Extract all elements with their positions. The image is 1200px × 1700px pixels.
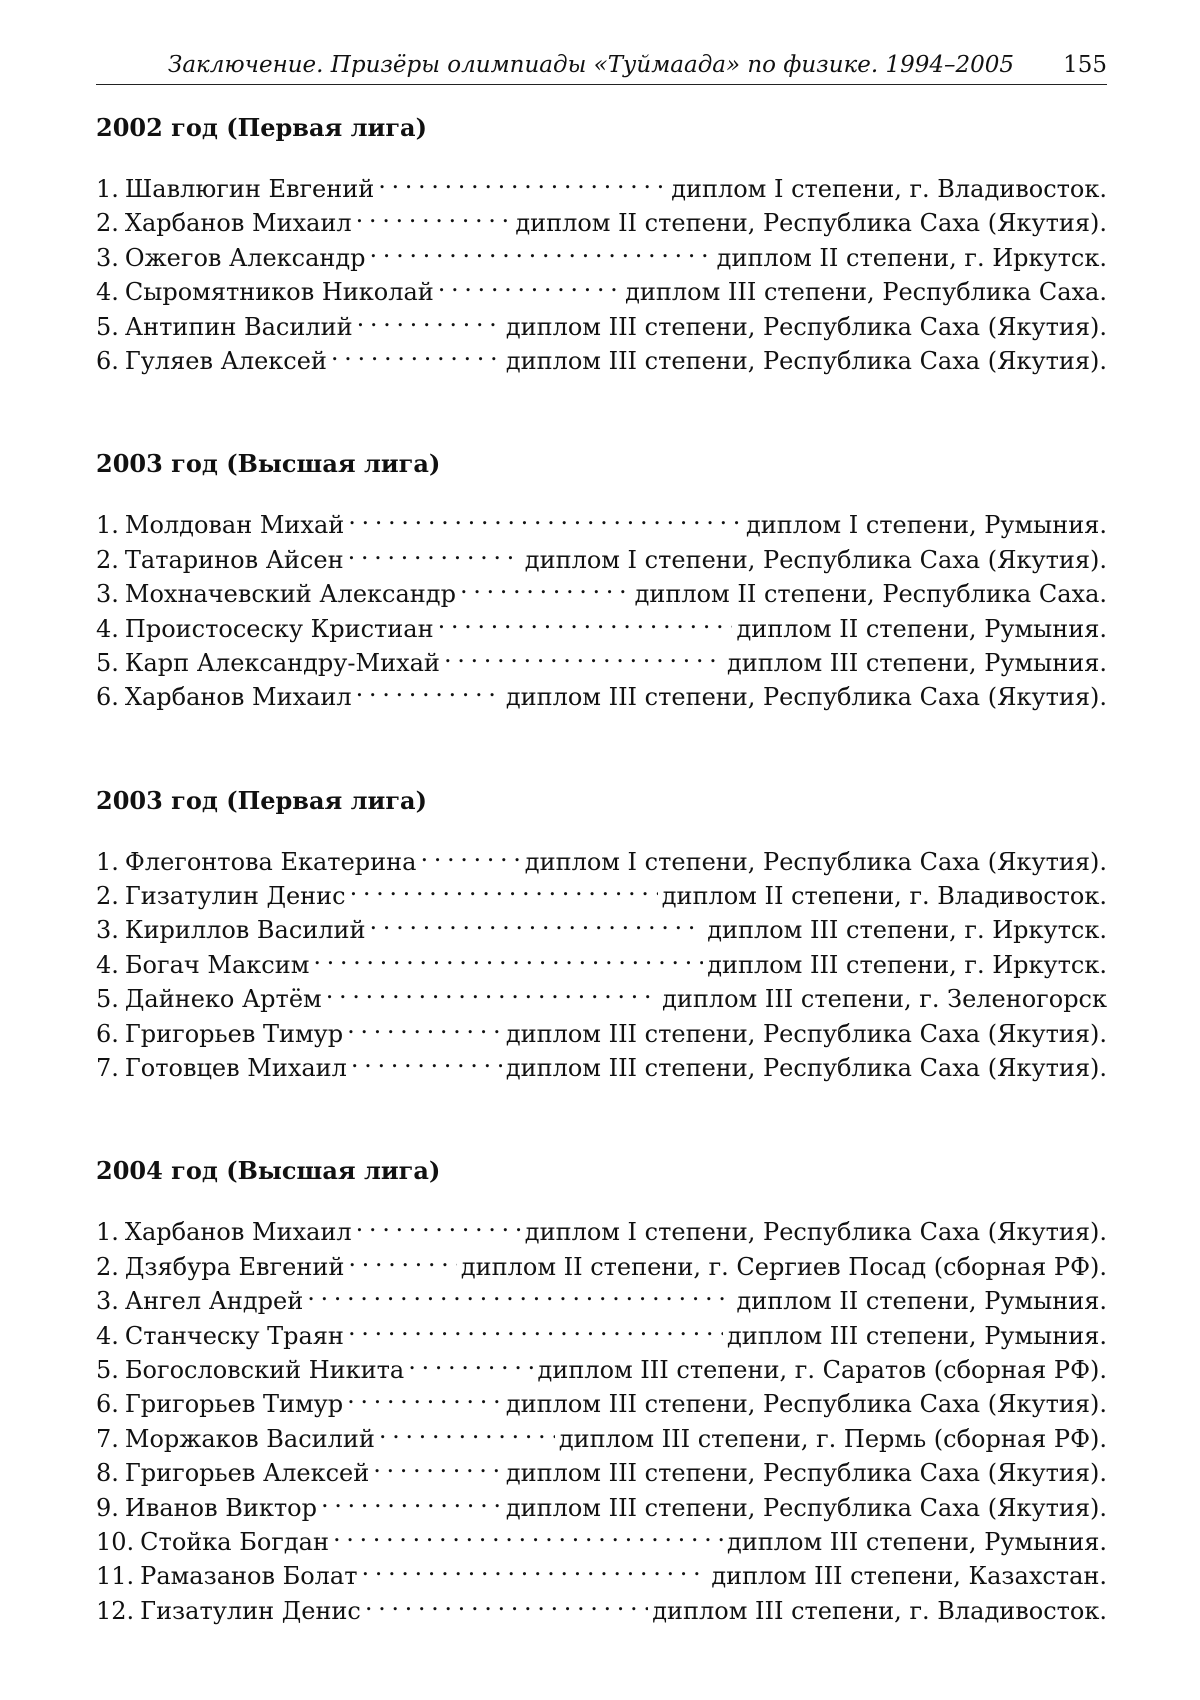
- dot-leader: [356, 671, 502, 705]
- entry-award: диплом III степени, Республика Саха (Якутия).: [505, 1390, 1107, 1419]
- entry-award: диплом III степени, г. Владивосток.: [652, 1596, 1107, 1625]
- entries-list: [96, 163, 1107, 375]
- dot-leader: [348, 499, 742, 533]
- dot-leader: [350, 870, 658, 904]
- entry-name: Богач Максим: [124, 950, 310, 979]
- entry-award: диплом II степени, Республика Саха.: [634, 580, 1107, 609]
- entry-number: 2.: [96, 209, 119, 238]
- entry-name: Молдован Михай: [124, 511, 345, 540]
- dot-leader: [362, 1550, 708, 1584]
- entry-name: Рамазанов Болат: [140, 1562, 358, 1591]
- entry-name: Гуляев Алексей: [124, 346, 327, 375]
- entry-number: 1.: [96, 847, 119, 876]
- entry-number: 2.: [96, 882, 119, 911]
- entry-award: диплом I степени, г. Владивосток.: [671, 175, 1107, 203]
- entry-number: 1.: [96, 1218, 119, 1247]
- entry-award: диплом II степени, г. Владивосток.: [661, 882, 1107, 911]
- entry-name: Гизатулин Денис: [124, 882, 346, 911]
- entry-number: 5.: [96, 985, 119, 1014]
- list-item: [96, 499, 1107, 540]
- dot-leader: [331, 335, 502, 369]
- entry-award: диплом III степени, Республика Саха.: [625, 278, 1107, 307]
- entry-name: Гизатулин Денис: [140, 1596, 361, 1625]
- entry-number: 7.: [96, 1054, 119, 1083]
- entry-name: Дзябура Евгений: [124, 1252, 345, 1281]
- entry-name: Кириллов Василий: [124, 916, 366, 945]
- entry-number: 9.: [96, 1493, 119, 1522]
- entry-name: Богословский Никита: [124, 1355, 405, 1384]
- dot-leader: [408, 1344, 533, 1378]
- prize-winners-sections: [96, 85, 1107, 1625]
- entry-number: 3.: [96, 243, 119, 272]
- dot-leader: [438, 266, 621, 300]
- entry-number: 8.: [96, 1459, 119, 1488]
- dot-leader: [438, 603, 733, 637]
- entry-award: диплом III степени, Румыния.: [726, 1527, 1107, 1556]
- entry-name: Сыромятников Николай: [124, 278, 434, 307]
- entry-name: Станческу Траян: [124, 1321, 344, 1350]
- dot-leader: [378, 163, 667, 197]
- entry-name: Иванов Виктор: [124, 1493, 317, 1522]
- entry-name: Харбанов Михаил: [124, 1218, 352, 1247]
- entry-number: 2.: [96, 545, 119, 574]
- entry-number: 5.: [96, 1355, 119, 1384]
- entry-number: 5.: [96, 312, 119, 341]
- results-section: [96, 758, 1107, 1083]
- entry-name: Мохначевский Александр: [124, 580, 456, 609]
- entry-award: диплом III степени, Румыния.: [726, 648, 1107, 677]
- entry-award: диплом I степени, Республика Саха (Якутия).: [524, 847, 1107, 876]
- entry-award: диплом II степени, г. Иркутск.: [716, 243, 1107, 272]
- entry-award: диплом III степени, г. Пермь (сборная РФ).: [558, 1424, 1107, 1453]
- dot-leader: [348, 1310, 723, 1344]
- entries-list: [96, 836, 1107, 1083]
- section-title: 2003 год (Высшая лига): [96, 449, 441, 479]
- entry-name: Ангел Андрей: [124, 1287, 304, 1316]
- dot-leader: [321, 1482, 502, 1516]
- entry-name: Шавлюгин Евгений: [124, 175, 375, 203]
- entry-award: диплом III степени, Республика Саха (Якутия).: [505, 1459, 1107, 1488]
- entry-name: Флегонтова Екатерина: [124, 847, 417, 876]
- dot-leader: [326, 973, 658, 1007]
- dot-leader: [444, 637, 723, 671]
- dot-leader: [356, 197, 512, 231]
- entry-number: 4.: [96, 614, 119, 643]
- entry-award: диплом III степени, Казахстан.: [711, 1562, 1107, 1591]
- entry-award: диплом III степени, г. Саратов (сборная РФ).: [537, 1355, 1107, 1384]
- entry-award: диплом II степени, Румыния.: [736, 1287, 1107, 1316]
- entry-name: Ожегов Александр: [124, 243, 366, 272]
- entry-name: Дайнеко Артём: [124, 985, 322, 1014]
- entry-award: диплом II степени, Румыния.: [736, 614, 1107, 643]
- section-title: 2004 год (Высшая лига): [96, 1156, 441, 1186]
- entry-number: 1.: [96, 511, 119, 540]
- entry-award: диплом III степени, Республика Саха (Якутия).: [505, 346, 1107, 375]
- entry-name: Татаринов Айсен: [124, 545, 344, 574]
- entry-award: диплом III степени, г. Зеленогорск: [662, 985, 1107, 1014]
- entry-award: диплом III степени, Республика Саха (Якутия).: [505, 1493, 1107, 1522]
- dot-leader: [379, 1413, 555, 1447]
- entry-award: диплом III степени, г. Иркутск.: [707, 916, 1107, 945]
- dot-leader: [313, 939, 703, 973]
- entry-name: Карп Александру-Михай: [124, 648, 440, 677]
- dot-leader: [373, 1447, 502, 1481]
- results-section: [96, 421, 1107, 712]
- results-section: [96, 1128, 1107, 1625]
- entry-name: Антипин Василий: [124, 312, 353, 341]
- entry-name: Григорьев Тимур: [124, 1390, 344, 1419]
- entry-number: 10.: [96, 1527, 135, 1556]
- entries-list: [96, 1206, 1107, 1625]
- entry-name: Готовцев Михаил: [124, 1054, 347, 1083]
- entry-number: 2.: [96, 1252, 119, 1281]
- list-item: [96, 163, 1107, 203]
- entry-name: Харбанов Михаил: [124, 683, 352, 712]
- document-page: [96, 52, 1107, 1625]
- entry-award: диплом I степени, Республика Саха (Якутия).: [524, 1218, 1107, 1247]
- entry-number: 4.: [96, 278, 119, 307]
- entry-number: 6.: [96, 1390, 119, 1419]
- dot-leader: [357, 301, 502, 335]
- dot-leader: [370, 232, 713, 266]
- dot-leader: [356, 1206, 521, 1240]
- results-section: [96, 85, 1107, 375]
- dot-leader: [348, 1241, 457, 1275]
- list-item: [96, 1206, 1107, 1247]
- entries-list: [96, 499, 1107, 712]
- dot-leader: [370, 904, 704, 938]
- entry-award: диплом III степени, Румыния.: [726, 1321, 1107, 1350]
- list-item: [96, 836, 1107, 876]
- entry-number: 12.: [96, 1596, 135, 1625]
- entry-name: Проистосеску Кристиан: [124, 614, 434, 643]
- entry-award: диплом III степени, Республика Саха (Якутия).: [505, 1019, 1107, 1048]
- entry-award: диплом II степени, г. Сергиев Посад (сборная РФ).: [460, 1252, 1107, 1281]
- page-number: 155: [1063, 52, 1107, 78]
- entry-name: Моржаков Василий: [124, 1424, 375, 1453]
- entry-number: 4.: [96, 950, 119, 979]
- entry-number: 6.: [96, 1019, 119, 1048]
- entry-number: 6.: [96, 683, 119, 712]
- entry-name: Стойка Богдан: [140, 1527, 329, 1556]
- dot-leader: [460, 568, 631, 602]
- entry-number: 11.: [96, 1562, 135, 1591]
- entry-number: 3.: [96, 580, 119, 609]
- dot-leader: [351, 1042, 502, 1076]
- entry-award: диплом I степени, Республика Саха (Якутия).: [524, 545, 1107, 574]
- entry-number: 3.: [96, 916, 119, 945]
- entry-award: диплом III степени, г. Иркутск.: [707, 950, 1107, 979]
- dot-leader: [333, 1516, 723, 1550]
- entry-name: Харбанов Михаил: [124, 209, 352, 238]
- dot-leader: [420, 836, 520, 870]
- running-title: Заключение. Призёры олимпиады «Туймаада» по физике. 1994–2005: [168, 52, 1015, 78]
- section-title: 2003 год (Первая лига): [96, 785, 427, 815]
- entry-number: 5.: [96, 648, 119, 677]
- running-header: [96, 52, 1107, 85]
- entry-number: 3.: [96, 1287, 119, 1316]
- entry-award: диплом III степени, Республика Саха (Якутия).: [505, 1054, 1107, 1083]
- entry-number: 1.: [96, 175, 119, 203]
- dot-leader: [348, 534, 521, 568]
- section-title: 2002 год (Первая лига): [96, 113, 427, 142]
- dot-leader: [307, 1275, 732, 1309]
- entry-number: 7.: [96, 1424, 119, 1453]
- entry-name: Григорьев Тимур: [124, 1019, 344, 1048]
- entry-award: диплом I степени, Румыния.: [745, 511, 1107, 540]
- entry-award: диплом III степени, Республика Саха (Якутия).: [505, 312, 1107, 341]
- entry-name: Григорьев Алексей: [124, 1459, 370, 1488]
- entry-award: диплом II степени, Республика Саха (Якутия).: [515, 209, 1107, 238]
- entry-number: 4.: [96, 1321, 119, 1350]
- dot-leader: [347, 1378, 502, 1412]
- dot-leader: [365, 1585, 648, 1619]
- dot-leader: [347, 1008, 502, 1042]
- entry-award: диплом III степени, Республика Саха (Якутия).: [505, 683, 1107, 712]
- entry-number: 6.: [96, 346, 119, 375]
